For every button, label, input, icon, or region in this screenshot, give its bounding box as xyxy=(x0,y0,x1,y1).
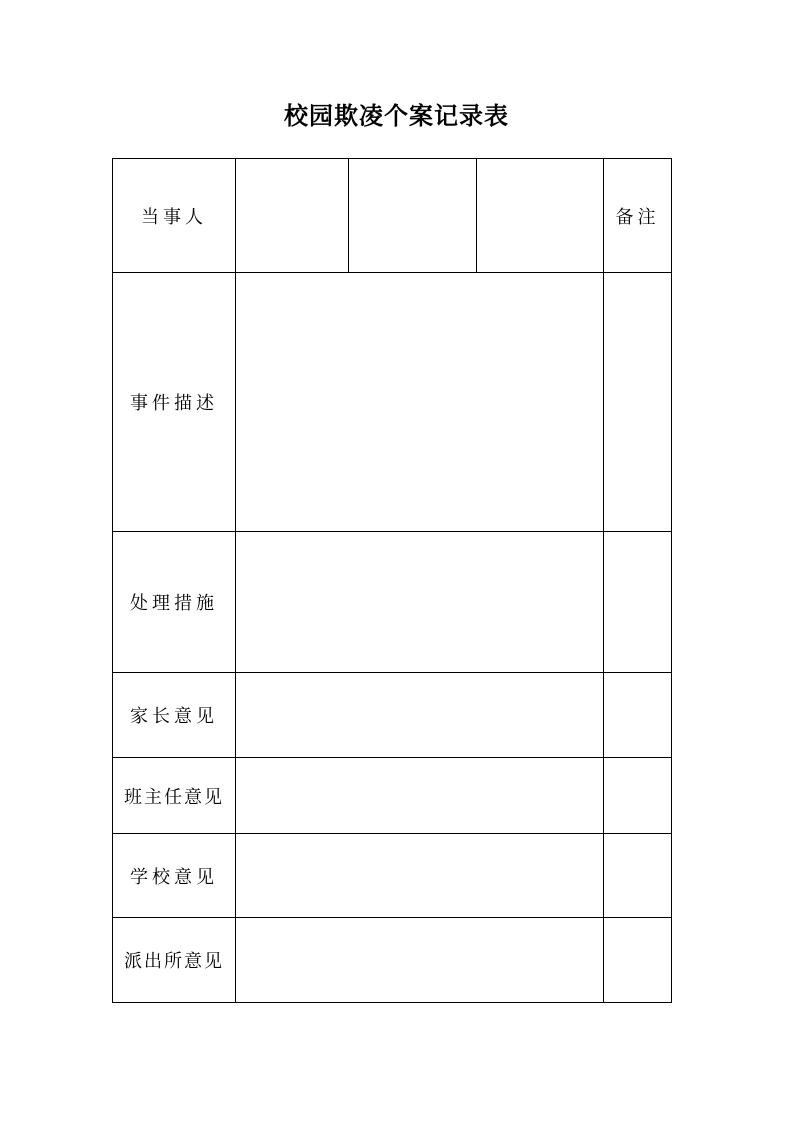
table-row xyxy=(113,673,672,758)
row-label-police-opinion: 派出所意见 xyxy=(113,918,236,1003)
table-row xyxy=(113,273,672,532)
row-label-school-opinion: 学校意见 xyxy=(113,834,236,918)
measures-remark-cell[interactable] xyxy=(604,532,672,673)
form-title: 校园欺凌个案记录表 xyxy=(284,101,509,130)
description-remark-cell[interactable] xyxy=(604,273,672,532)
bullying-record-table xyxy=(112,158,672,1003)
school-remark-cell[interactable] xyxy=(604,834,672,918)
parent-remark-cell[interactable] xyxy=(604,673,672,758)
party-2-cell[interactable] xyxy=(349,159,477,273)
table-row xyxy=(113,758,672,834)
row-label-description: 事件描述 xyxy=(113,273,236,532)
party-3-cell[interactable] xyxy=(477,159,604,273)
table-row xyxy=(113,918,672,1003)
police-opinion-cell[interactable] xyxy=(236,918,604,1003)
row-label-measures: 处理措施 xyxy=(113,532,236,673)
school-opinion-cell[interactable] xyxy=(236,834,604,918)
table-row xyxy=(113,159,672,273)
row-label-teacher-opinion: 班主任意见 xyxy=(113,758,236,834)
party-1-cell[interactable] xyxy=(236,159,349,273)
row-label-parent-opinion: 家长意见 xyxy=(113,673,236,758)
remark-header: 备注 xyxy=(604,159,672,273)
measures-cell[interactable] xyxy=(236,532,604,673)
description-cell[interactable] xyxy=(236,273,604,532)
teacher-remark-cell[interactable] xyxy=(604,758,672,834)
table-row xyxy=(113,532,672,673)
row-label-parties: 当事人 xyxy=(113,159,236,273)
teacher-opinion-cell[interactable] xyxy=(236,758,604,834)
police-remark-cell[interactable] xyxy=(604,918,672,1003)
table-row xyxy=(113,834,672,918)
parent-opinion-cell[interactable] xyxy=(236,673,604,758)
